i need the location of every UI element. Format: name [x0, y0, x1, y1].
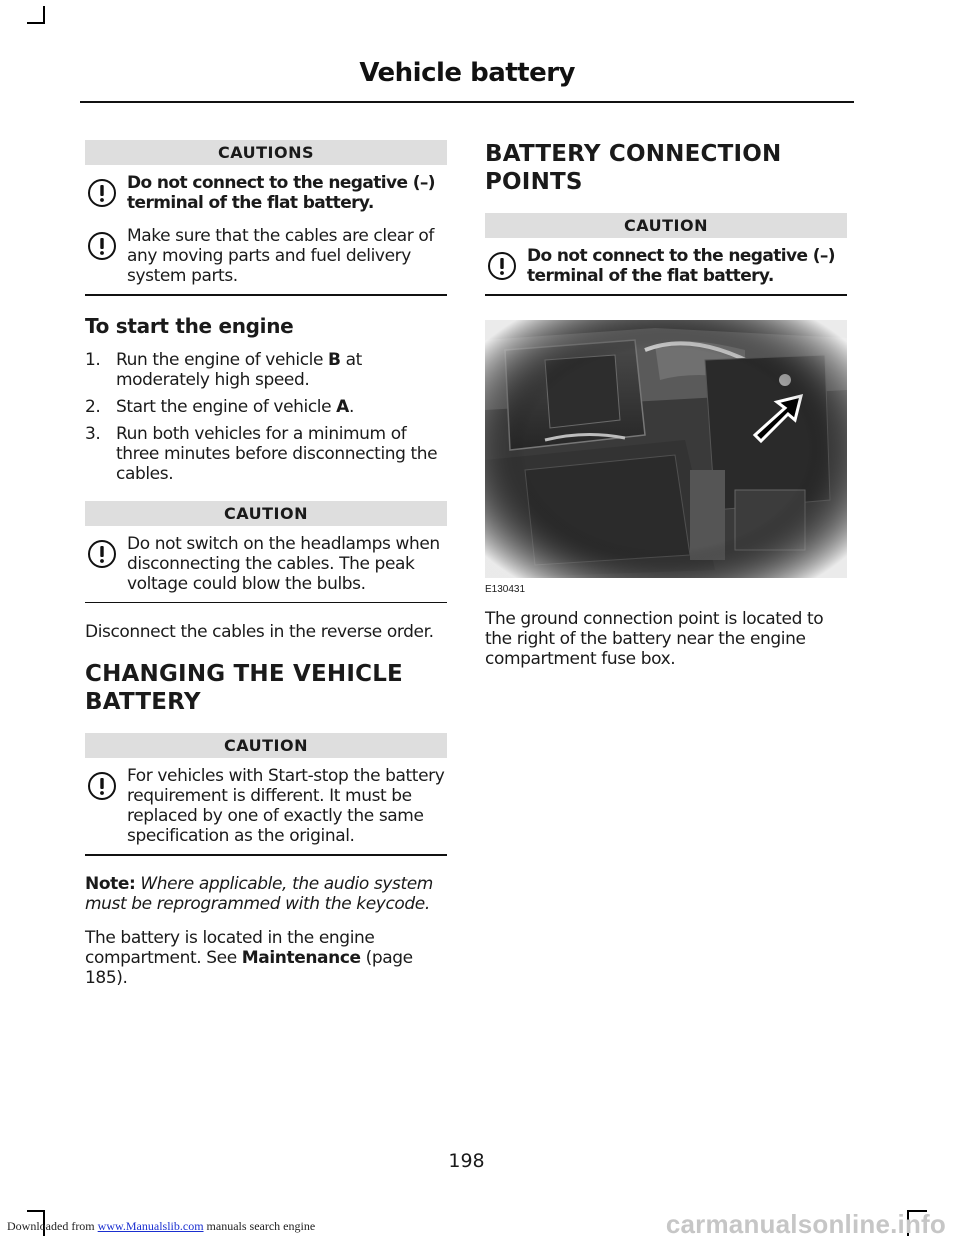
connection-points-heading [485, 140, 847, 196]
list-item [85, 350, 447, 390]
caution-warning [485, 246, 847, 286]
footer-text: manuals search engine [203, 1219, 316, 1233]
divider [85, 602, 447, 604]
caution-text: Make sure that the cables are clear of any moving parts and fuel delivery system parts. [127, 226, 434, 286]
disconnect-text: Disconnect the cables in the reverse order. [85, 622, 434, 642]
step-text: Start the engine of vehicle [116, 396, 337, 417]
maintenance-link[interactable]: Maintenance [241, 947, 361, 968]
page-number: 198 [448, 1150, 485, 1172]
heading-line: BATTERY CONNECTION [485, 141, 782, 167]
warning-icon [87, 539, 117, 569]
caution-heading: CAUTION [85, 501, 447, 526]
caution-warning [85, 173, 447, 213]
caution-warning [85, 226, 447, 286]
start-steps [85, 350, 447, 484]
body-text: The battery is located in the engine compartment. See [85, 927, 375, 968]
battery-location-text [85, 928, 447, 988]
crop-mark [27, 22, 45, 24]
right-column [485, 140, 847, 669]
page-title: Vehicle battery [359, 58, 575, 88]
changing-battery-heading [85, 660, 447, 716]
caution-heading: CAUTION [85, 733, 447, 758]
step-number: 1. [85, 349, 101, 370]
step-text: . [348, 396, 354, 417]
caution-heading: CAUTION [485, 213, 847, 238]
body-text: (page 185). [85, 947, 413, 988]
warning-icon [487, 251, 517, 281]
vehicle-label: B [328, 349, 341, 370]
crop-mark [27, 1210, 45, 1212]
note-label: Note: [85, 873, 136, 894]
caution-text: Do not connect to the negative (–) terminal of the flat battery. [127, 173, 435, 213]
heading-line: POINTS [485, 169, 583, 195]
download-footer [7, 1219, 315, 1234]
ground-point-text: The ground connection point is located to the right of the battery near the engine compartment fuse box. [485, 608, 824, 669]
caution-warning [85, 534, 447, 594]
manualslib-link[interactable]: www.Manualslib.com [97, 1219, 204, 1233]
footer-text: Downloaded from [7, 1219, 98, 1233]
step-text: Run both vehicles for a minimum of three minutes before disconnecting the cables. [116, 423, 438, 484]
engine-bay-photo [485, 320, 847, 578]
caution-text: For vehicles with Start-stop the battery requirement is different. It must be replaced by one of exactly the same specification as the original. [127, 766, 445, 846]
caution-text: Do not connect to the negative (–) terminal of the flat battery. [527, 246, 835, 286]
divider [485, 294, 847, 296]
start-engine-heading: To start the engine [85, 313, 294, 338]
warning-icon [87, 231, 117, 261]
warning-icon [87, 771, 117, 801]
caution-warning [85, 766, 447, 846]
image-caption: E130431 [485, 583, 526, 595]
note [85, 874, 447, 914]
watermark: carmanualsonline.info [665, 1209, 946, 1239]
caution-text: Do not switch on the headlamps when disconnecting the cables. The peak voltage could blow the bulbs. [127, 533, 440, 594]
note-text: Where applicable, the audio system must be reprogrammed with the keycode. [85, 873, 433, 914]
heading-line: CHANGING THE VEHICLE [85, 661, 403, 687]
vehicle-label: A [336, 396, 349, 417]
step-text: at moderately high speed. [116, 349, 362, 390]
heading-line: BATTERY [85, 689, 201, 715]
list-item [85, 424, 447, 484]
divider [85, 854, 447, 856]
step-text: Run the engine of vehicle [116, 349, 329, 370]
list-item [85, 397, 447, 417]
left-column [85, 140, 447, 988]
cautions-heading: CAUTIONS [85, 140, 447, 165]
warning-icon [87, 178, 117, 208]
divider [85, 294, 447, 296]
header-rule [80, 101, 854, 103]
step-number: 2. [85, 396, 101, 417]
step-number: 3. [85, 423, 101, 444]
